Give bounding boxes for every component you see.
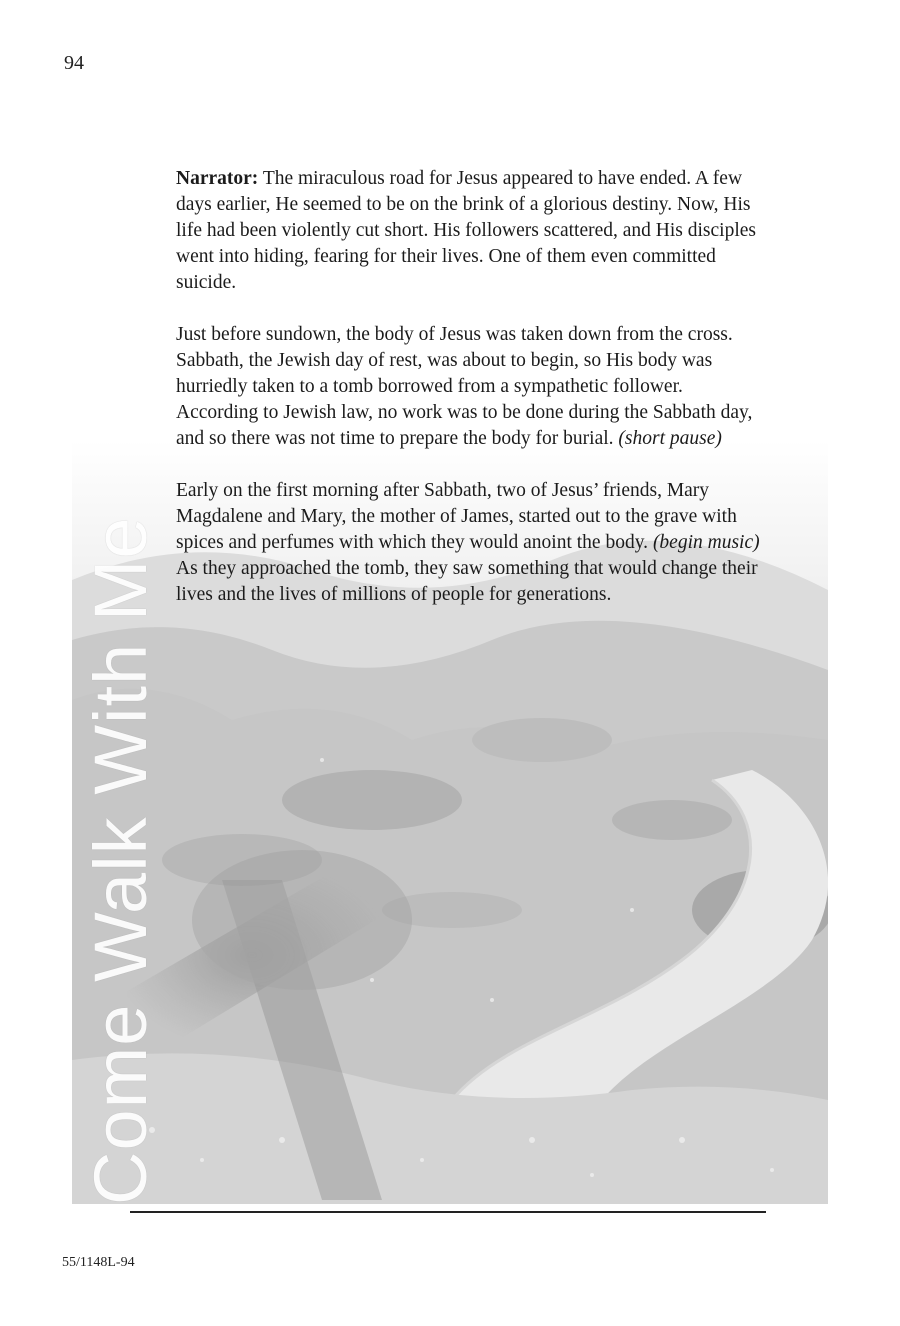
footer-catalog-code: 55/1148L-94	[62, 1255, 135, 1270]
paragraph-text: Early on the first morning after Sabbath, two of Jesus’ friends, Mary Magdalene and Mary, the mother of James, started out to the grave with spices and perfumes with which they would anoint the body.	[176, 480, 737, 553]
paragraph-text: As they approached the tomb, they saw something that would change their lives and the lives of millions of people for generations.	[176, 558, 758, 605]
page-number: 94	[64, 52, 84, 74]
stage-cue: (short pause)	[618, 428, 722, 449]
stage-cue: (begin music)	[652, 532, 760, 553]
vertical-book-title: Come Walk With Me	[79, 516, 162, 1205]
body-text	[176, 166, 766, 634]
speaker-label: Narrator:	[176, 168, 259, 189]
paragraph-text: The miraculous road for Jesus appeared to have ended. A few days earlier, He seemed to be on the brink of a glorious destiny. Now, His life had been violently cut short. His followers scattered, and His disciples went into hiding, fearing for their lives. One of them even committed suicide.	[176, 168, 756, 293]
horizontal-rule	[130, 1211, 766, 1213]
paragraph-narrator-intro	[176, 166, 766, 296]
paragraph-text: Just before sundown, the body of Jesus was taken down from the cross. Sabbath, the Jewish day of rest, was about to begin, so His body was hurriedly taken to a tomb borrowed from a sympathetic follower. According to Jewish law, no work was to be done during the Sabbath day, and so there was not time to prepare the body for burial.	[176, 324, 753, 449]
paragraph-sundown	[176, 322, 766, 452]
paragraph-morning	[176, 478, 766, 608]
